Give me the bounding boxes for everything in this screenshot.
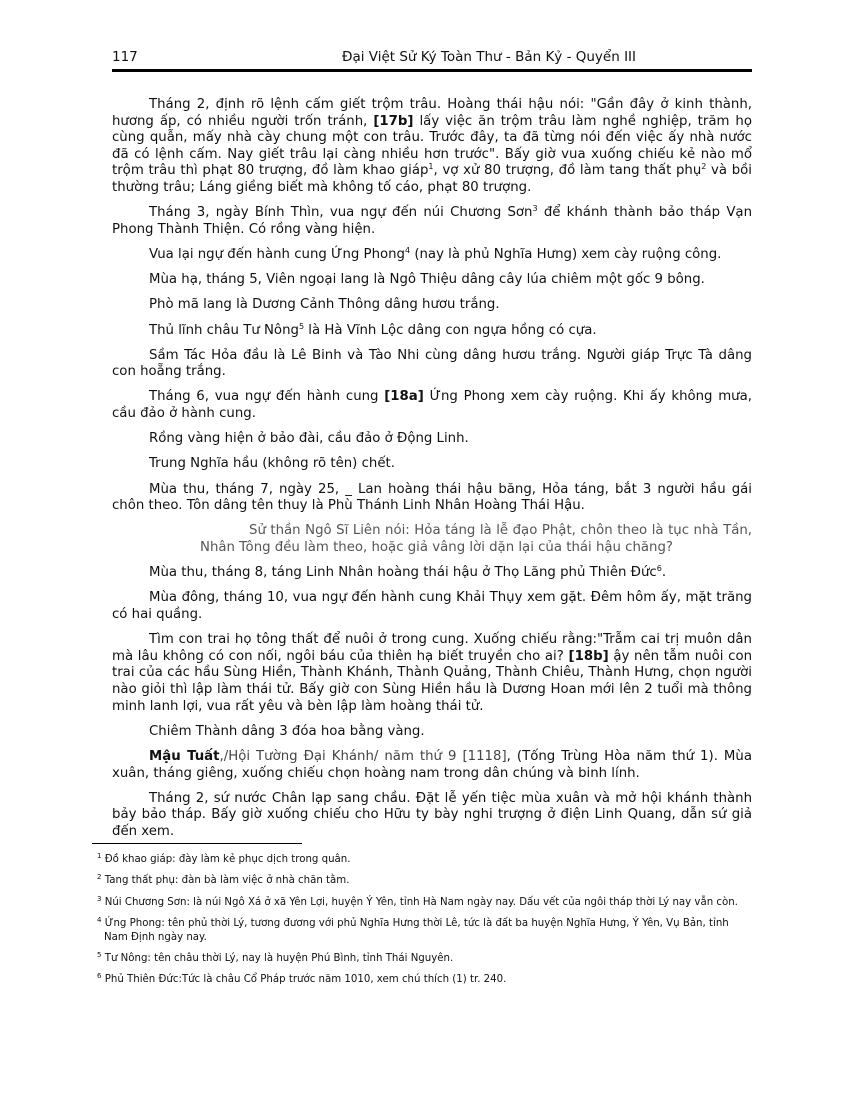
paragraph: Sầm Tác Hỏa đầu là Lê Binh và Tào Nhi cùng dâng hươu trắng. Người giáp Trực Tà dâng con hoẵng trắng.: [112, 347, 752, 380]
footnote: $^4$ Ứng Phong: tên phủ thời Lý, tương đương với phủ Nghĩa Hưng thời Lê, tức là đất ba huyện Nghĩa Hưng, Ý Yên, Vụ Bản, tỉnh Nam Định ngày nay.: [97, 916, 729, 943]
footnote-ref[interactable]: 6: [656, 564, 662, 574]
paragraph: Mậu Tuất,/Hội Tường Đại Khánh/ năm thứ 9 [1118], (Tống Trùng Hòa năm thứ 1). Mùa xuân, tháng giêng, xuống chiếu chọn hoàng nam trong dân chúng và binh lính.: [112, 748, 752, 781]
footnote-mark: 1: [97, 852, 102, 860]
page-header: [112, 49, 752, 69]
historian-commentary: Sử thần Ngô Sĩ Liên nói: Hỏa táng là lễ đạo Phật, chôn theo là tục nhà Tần, Nhân Tông đều làm theo, hoặc giả vâng lời dặn lại của thái hậu chăng?: [200, 523, 752, 555]
footnote-ref[interactable]: 5: [298, 321, 305, 331]
paragraph: Mùa thu, tháng 7, ngày 25, _ Lan hoàng thái hậu băng, Hỏa táng, bắt 3 người hầu gái chôn theo. Tôn dâng tên thuy là Phù Thánh Linh Nhân Hoàng Thái Hậu.: [112, 481, 752, 514]
paragraph: Tháng 2, sứ nước Chân lạp sang chầu. Đặt lễ yến tiệc mùa xuân và mở hội khánh thành bảy bảo tháp. Bấy giờ xuống chiếu cho Hữu ty bày nghi trượng ở điện Linh Quang, dẫn sứ giả đến xem.: [112, 790, 752, 839]
paragraph: Mùa thu, tháng 8, táng Linh Nhân hoàng thái hậu ở Thọ Lăng phủ Thiên Đức$^6$.: [149, 564, 667, 581]
year-heading: Mậu Tuất: [149, 748, 220, 764]
footnote-ref[interactable]: 1: [428, 162, 434, 172]
footnote-mark: 4: [97, 916, 102, 925]
paragraph: Vua lại ngự đến hành cung Ứng Phong$^4$ (nay là phủ Nghĩa Hưng) xem cày ruộng công.: [149, 245, 722, 262]
footnote: $^2$ Tang thất phụ: đàn bà làm việc ở nhà chăn tằm.: [97, 873, 350, 887]
footnote: $^3$ Núi Chương Sơn: là núi Ngô Xá ở xã Yên Lợi, huyện Ý Yên, tỉnh Hà Nam ngày nay. Dấu vết của ngôi tháp thời Lý nay vẫn còn.: [97, 894, 738, 908]
footnote-mark: 5: [97, 951, 102, 960]
paragraph: Thủ lĩnh châu Tư Nông$^5$ là Hà Vĩnh Lộc dâng con ngựa hồng có cựa.: [149, 321, 597, 338]
folio-marker: [18a]: [384, 389, 424, 405]
reign-era: ,/Hội Tường Đại Khánh/ năm thứ 9 [1118]: [219, 748, 507, 764]
paragraph: Trung Nghĩa hầu (không rõ tên) chết.: [149, 456, 395, 472]
footnote-mark: 3: [97, 894, 102, 903]
running-title: Đại Việt Sử Ký Toàn Thư - Bản Kỷ - Quyển III: [342, 49, 637, 65]
folio-marker: [17b]: [373, 113, 414, 129]
header-rule: [112, 69, 752, 72]
footnote-separator: [92, 843, 302, 844]
footnote-ref[interactable]: 4: [405, 245, 411, 255]
footnote-mark: 2: [97, 873, 102, 882]
paragraph: Tìm con trai họ tông thất để nuôi ở trong cung. Xuống chiếu rằng:"Trẫm cai trị muôn dân mà lâu không có con nối, ngôi báu của thiên hạ biết truyền cho ai? [18b] ậy nên tẫm nuôi con trai của các hầu Sùng Hiền, Thành Khánh, Thành Quảng, Thành Chiêu, Thành Hưng, chọn người nào giỏi thì lập làm thái tử. Bấy giờ con Sùng Hiền hầu là Dương Hoan mới lên 2 tuổi mà thông minh lanh lợi, vua rất yêu và bèn lập làm hoàng thái tử.: [112, 632, 753, 714]
page-number: 117: [112, 49, 138, 65]
footnote: $^5$ Tư Nông: tên châu thời Lý, nay là huyện Phú Bình, tỉnh Thái Nguyên.: [97, 951, 454, 965]
footnote-mark: 6: [97, 972, 102, 981]
footnote-ref[interactable]: 3: [532, 204, 538, 214]
footnotes: [97, 853, 752, 995]
paragraph: Tháng 3, ngày Bính Thìn, vua ngự đến núi Chương Sơn$^3$ để khánh thành bảo tháp Vạn Phong Thành Thiện. Có rồng vàng hiện.: [112, 204, 752, 237]
footnote-ref[interactable]: 2: [701, 162, 707, 172]
main-text: [112, 97, 752, 849]
paragraph: Tháng 2, định rõ lệnh cấm giết trộm trâu. Hoàng thái hậu nói: "Gần đây ở kinh thành, hương ấp, có nhiều người trốn tránh, [17b] lấy việc ăn trộm trâu làm nghề nghiệp, trăm họ cùng quẫn, mấy nhà cày chung một con trâu. Trước đây, ta đã từng nói đến việc ấy nhà nước đã có lệnh cấm. Nay giết trâu lại càng nhiều hơn trước". Bấy giờ vua xuống chiếu kẻ nào mổ trộm trâu thì phạt 80 trượng, đồ làm khao giáp$^1$, vợ xử 80 trượng, đồ làm tang thất phụ$^2$ và bồi thường trâu; Láng giềng biết mà không tố cáo, phạt 80 trượng.: [112, 97, 752, 195]
paragraph: Mùa hạ, tháng 5, Viên ngoại lang là Ngô Thiệu dâng cây lúa chiêm một gốc 9 bông.: [149, 272, 705, 288]
paragraph: Chiêm Thành dâng 3 đóa hoa bằng vàng.: [149, 723, 425, 739]
paragraph: Rồng vàng hiện ở bảo đài, cầu đảo ở Động Linh.: [149, 431, 469, 447]
paragraph: Tháng 6, vua ngự đến hành cung [18a] Ứng Phong xem cày ruộng. Khi ấy không mưa, cầu đảo ở hành cung.: [112, 389, 752, 422]
paragraph: Mùa đông, tháng 10, vua ngự đến hành cung Khải Thụy xem gặt. Đêm hôm ấy, mặt trăng có hai quầng.: [112, 590, 752, 622]
footnote: $^1$ Đồ khao giáp: đày làm kẻ phục dịch trong quân.: [97, 852, 351, 865]
folio-marker: [18b]: [568, 648, 609, 664]
footnote: $^6$ Phủ Thiên Đức:Tức là châu Cổ Pháp trước năm 1010, xem chú thích (1) tr. 240.: [97, 972, 507, 986]
paragraph: Phò mã lang là Dương Cảnh Thông dâng hươu trắng.: [149, 297, 500, 313]
